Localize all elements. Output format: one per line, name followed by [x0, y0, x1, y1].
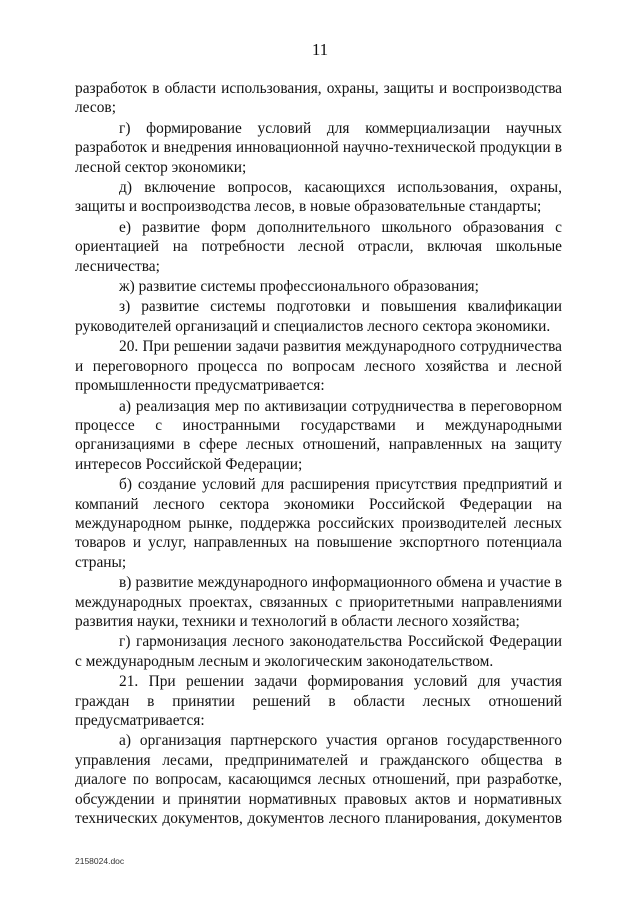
page-number: 11 — [311, 40, 329, 59]
paragraph: з) развитие системы подготовки и повышения квалификации руководителей организаций и специалистов лесного сектора экономики. — [75, 298, 562, 335]
document-body — [75, 79, 562, 829]
paragraph: 21. При решении задачи формирования условий для участия граждан в принятии решений в области лесных отношений предусматривается: — [75, 673, 562, 729]
paragraph: в) развитие международного информационного обмена и участие в международных проектах, связанных с приоритетными направлениями развития науки, техники и технологий в области лесного хозяйства; — [75, 574, 562, 630]
paragraph: ж) развитие системы профессионального образования; — [119, 278, 479, 296]
paragraph: г) гармонизация лесного законодательства Российской Федерации с международным лесным и экологическим законодательством. — [75, 633, 562, 670]
paragraph: б) создание условий для расширения присутствия предприятий и компаний лесного сектора экономики Российской Федерации на международном рынке, поддержка российских производителей лесных товаров и услуг, направленных на повышение экспортного потенциала страны; — [75, 476, 562, 571]
paragraph: а) организация партнерского участия органов государственного управления лесами, предпринимателей и гражданского общества в диалоге по вопросам, касающимся лесных отношений, при разработке, обсуждении и принятии нормативных правовых актов и нормативных технических документов, документов лесного планирования, документов — [75, 732, 562, 828]
paragraph: д) включение вопросов, касающихся использования, охраны, защиты и воспроизводства лесов, в новые образовательные стандарты; — [75, 179, 562, 216]
paragraph: е) развитие форм дополнительного школьного образования с ориентацией на потребности лесной отрасли, включая школьные лесничества; — [75, 218, 562, 275]
paragraph: г) формирование условий для коммерциализации научных разработок и внедрения инновационной научно-технической продукции в лесной сектор экономики; — [75, 119, 562, 176]
paragraph: 20. При решении задачи развития международного сотрудничества и переговорного процесса по вопросам лесного хозяйства и лесной промышленности предусматривается: — [75, 338, 562, 395]
paragraph: разработок в области использования, охраны, защиты и воспроизводства лесов; — [75, 80, 562, 117]
paragraph: а) реализация мер по активизации сотрудничества в переговорном процессе с иностранными государствами и международными организациями в сфере лесных отношений, направленных на защиту интересов Российской Федерации; — [75, 397, 562, 473]
file-name-footer: 2158024.doc — [75, 856, 125, 866]
